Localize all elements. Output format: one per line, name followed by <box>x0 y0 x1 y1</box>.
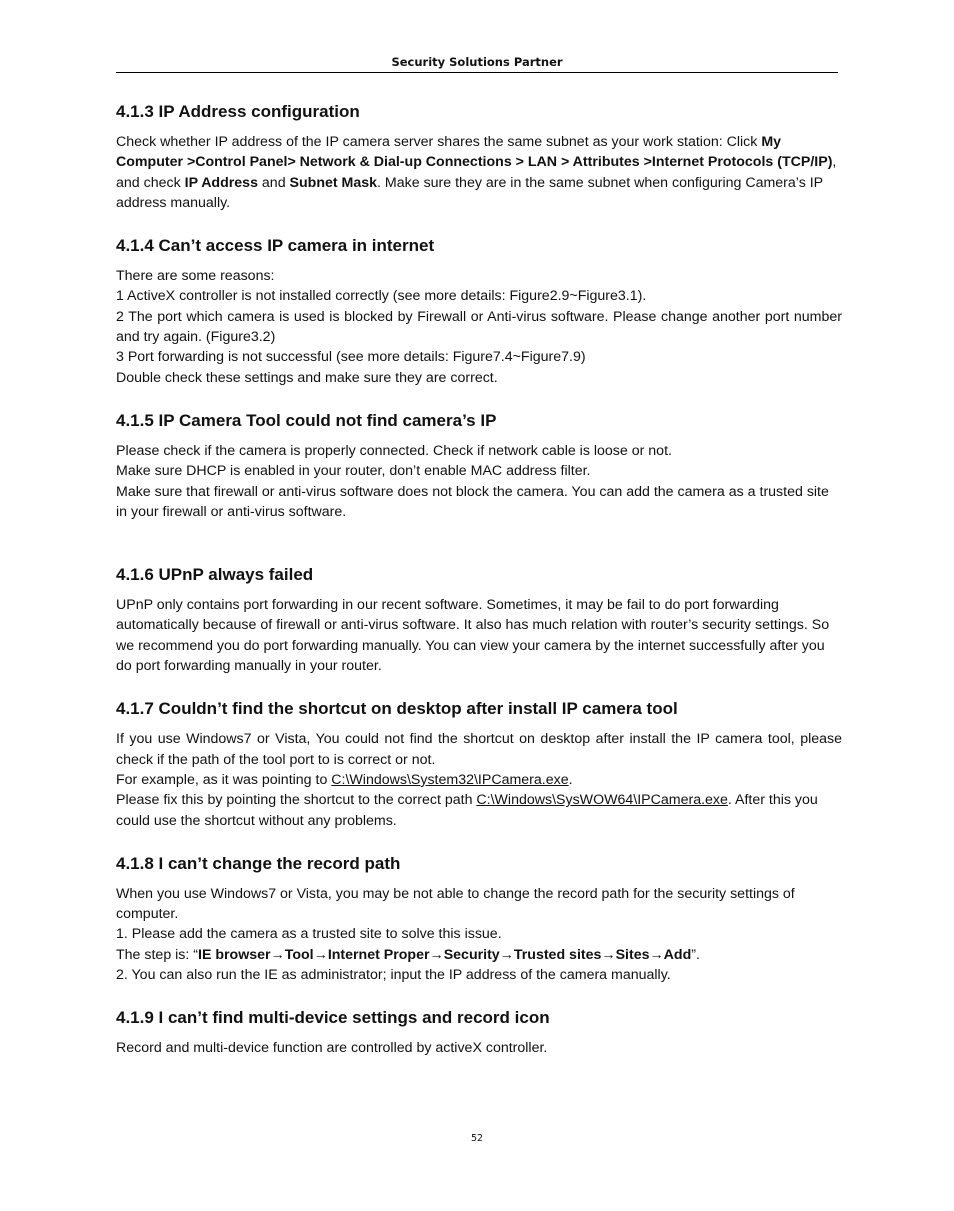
section-heading: 4.1.4 Can’t access IP camera in internet <box>116 236 435 256</box>
page-number: 52 <box>470 1133 484 1144</box>
paragraph: Make sure that firewall or anti-virus software does not block the camera. You can add the camera as a trusted site in your firewall or anti-virus software. <box>116 483 829 520</box>
section-heading: 4.1.8 I can’t change the record path <box>116 853 401 873</box>
setting-name: IP Address <box>184 174 258 191</box>
paragraph: Make sure DHCP is enabled in your router, don’t enable MAC address filter. <box>116 463 591 480</box>
section-4-1-4 <box>116 234 842 388</box>
section-heading: 4.1.6 UPnP always failed <box>116 565 314 585</box>
menu-path: My Computer >Control Panel> Network & Dial-up Connections > LAN > Attributes >Internet Protocols (TCP/IP) <box>116 134 833 171</box>
section-4-1-7 <box>116 697 842 830</box>
paragraph: 2. You can also run the IE as administrator; input the IP address of the camera manually. <box>116 967 671 984</box>
text-run: For example, as it was pointing to <box>116 771 332 788</box>
text-run: . After this you could use the shortcut without any problems. <box>116 792 818 829</box>
section-4-1-5 <box>116 409 842 522</box>
paragraph <box>116 770 842 790</box>
text-run: Check whether IP address of the IP camera server shares the same subnet as your work station: Click <box>116 134 762 150</box>
paragraph: UPnP only contains port forwarding in our recent software. Sometimes, it may be fail to do port forwarding automatically because of firewall or anti-virus software. It also has much relation with router’s security settings. So we recommend you do port forwarding manually. You can view your camera by the internet successfully after you do port forwarding manually in your router. <box>116 597 830 675</box>
paragraph <box>116 132 842 213</box>
file-path: C:\Windows\SysWOW64\IPCamera.exe <box>476 792 728 809</box>
paragraph: Double check these settings and make sure they are correct. <box>116 369 498 386</box>
paragraph: Record and multi-device function are controlled by activeX controller. <box>116 1040 548 1057</box>
section-4-1-3 <box>116 100 842 213</box>
section-heading: 4.1.9 I can’t find multi-device settings and record icon <box>116 1008 550 1028</box>
paragraph <box>116 790 842 831</box>
file-path: C:\Windows\System32\IPCamera.exe <box>331 771 569 788</box>
section-4-1-8 <box>116 852 842 985</box>
paragraph: 2 The port which camera is used is blocked by Firewall or Anti-virus software. Please change another port number and try again. (Figure3.2) <box>116 308 842 346</box>
section-heading: 4.1.3 IP Address configuration <box>116 102 360 121</box>
section-heading: 4.1.5 IP Camera Tool could not find camera’s IP <box>116 410 497 430</box>
text-run: ”. <box>691 946 700 963</box>
section-4-1-9 <box>116 1006 842 1058</box>
paragraph: 3 Port forwarding is not successful (see more details: Figure7.4~Figure7.9) <box>116 349 586 366</box>
setting-name: Subnet Mask <box>289 174 378 191</box>
paragraph: When you use Windows7 or Vista, you may be not able to change the record path for the security settings of computer. <box>116 885 795 923</box>
text-run: The step is: “ <box>116 946 199 963</box>
section-4-1-6 <box>116 563 842 676</box>
text-run: and <box>257 174 290 191</box>
paragraph: 1 ActiveX controller is not installed correctly (see more details: Figure2.9~Figure3.1). <box>116 288 647 305</box>
page-header: Security Solutions Partner <box>116 55 838 73</box>
text-run: , and check <box>116 154 837 191</box>
text-run: . <box>568 771 573 788</box>
paragraph: Please check if the camera is properly connected. Check if network cable is loose or not. <box>116 442 672 459</box>
paragraph: If you use Windows7 or Vista, You could not find the shortcut on desktop after install the IP camera tool, please check if the path of the tool port to is correct or not. <box>116 731 842 768</box>
section-heading: 4.1.7 Couldn’t find the shortcut on desktop after install IP camera tool <box>116 699 678 719</box>
paragraph: There are some reasons: <box>116 268 275 285</box>
text-run: Please fix this by pointing the shortcut to the correct path <box>116 792 477 809</box>
page-content <box>116 100 842 1080</box>
paragraph: 1. Please add the camera as a trusted site to solve this issue. <box>116 926 502 943</box>
menu-path: IE browser→Tool→Internet Proper→Security→Trusted sites→Sites→Add <box>198 946 692 963</box>
paragraph <box>116 945 842 965</box>
text-run: . Make sure they are in the same subnet when configuring Camera’s IP address manually. <box>116 174 823 211</box>
